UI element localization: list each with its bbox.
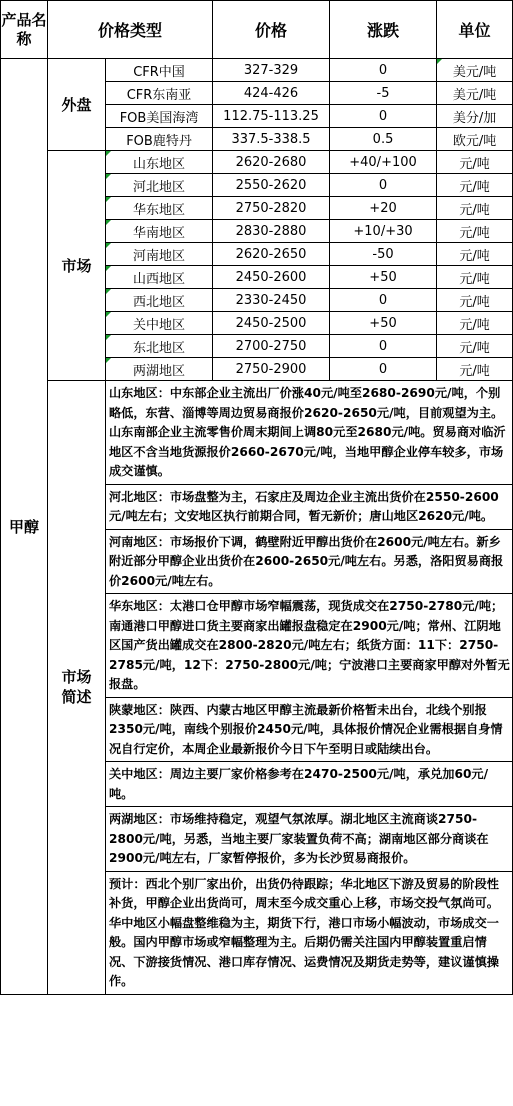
row-name: 东北地区 [106, 335, 213, 358]
summary-row [1, 381, 513, 995]
row-unit: 元/吨 [437, 151, 513, 174]
row-name: CFR中国 [106, 59, 213, 82]
summary-paragraph: 山东地区：中东部企业主流出厂价涨40元/吨至2680-2690元/吨，个别略低，东营、淄博等周边贸易商报价2620-2650元/吨，目前观望为主。 山东南部企业主流零售价周末期间上调80元至2680元/吨。贸易商对临沂地区不含当地货源报价2660-2670元/吨，当地甲醇企业停车较多，市场成交谨慎。 [106, 381, 512, 484]
row-name: 河北地区 [106, 174, 213, 197]
row-price: 424-426 [213, 82, 330, 105]
group-overseas: 外盘 [48, 59, 106, 151]
summary-table [106, 381, 512, 994]
row-change: 0 [330, 105, 437, 128]
row-change: -5 [330, 82, 437, 105]
row-change: 0.5 [330, 128, 437, 151]
row-change: 0 [330, 335, 437, 358]
row-name: FOB鹿特丹 [106, 128, 213, 151]
row-name: 华南地区 [106, 220, 213, 243]
row-price: 2550-2620 [213, 174, 330, 197]
row-change: +10/+30 [330, 220, 437, 243]
header-product: 产品名称 [1, 1, 48, 59]
header-unit: 单位 [437, 1, 513, 59]
row-price: 2620-2650 [213, 243, 330, 266]
summary-paragraph: 华东地区：太港口仓甲醇市场窄幅震荡，现货成交在2750-2780元/吨；南通港口甲醇进口货主要商家出罐报盘稳定在2900元/吨；常州、江阴地区国产货出罐成交在2800-2820元/吨左右；纸货方面：11下：2750-2785元/吨，12下：2750-2800元/吨；宁波港口主要商家甲醇对外暂无报盘。 [106, 594, 512, 698]
header-price-type: 价格类型 [48, 1, 213, 59]
row-change: -50 [330, 243, 437, 266]
summary-paragraph: 河北地区：市场盘整为主，石家庄及周边企业主流出货价在2550-2600元/吨左右；文安地区执行前期合同，暂无新价；唐山地区2620元/吨。 [106, 484, 512, 529]
row-unit: 元/吨 [437, 266, 513, 289]
header-change: 涨跌 [330, 1, 437, 59]
row-name: FOB美国海湾 [106, 105, 213, 128]
row-change: +40/+100 [330, 151, 437, 174]
row-unit: 元/吨 [437, 174, 513, 197]
summary-paragraph: 陕蒙地区：陕西、内蒙古地区甲醇主流最新价格暂未出台，北线个别报2350元/吨，南线个别报价2450元/吨，具体报价情况企业需根据自身情况自行定价，本周企业最新报价今日下午至明日或陆续出台。 [106, 697, 512, 762]
summary-paragraph: 关中地区：周边主要厂家价格参考在2470-2500元/吨，承兑加60元/吨。 [106, 762, 512, 807]
group-summary: 市场简述 [48, 381, 106, 995]
row-change: +20 [330, 197, 437, 220]
row-price: 2750-2900 [213, 358, 330, 381]
row-name: 山东地区 [106, 151, 213, 174]
row-change: 0 [330, 174, 437, 197]
row-change: 0 [330, 59, 437, 82]
row-change: 0 [330, 358, 437, 381]
summary-paragraph: 预计：西北个别厂家出价，出货仍待跟踪；华北地区下游及贸易的阶段性补货，甲醇企业出货尚可，周末至今成交重心上移，市场交投气氛尚可。华中地区小幅盘整维稳为主，期货下行，港口市场小幅波动，市场成交一般。国内甲醇市场或窄幅整理为主。后期仍需关注国内甲醇装置重启情况、下游接货情况、港口库存情况、运费情况及期货走势等，建议谨慎操作。 [109, 876, 499, 988]
row-unit: 元/吨 [437, 358, 513, 381]
row-price: 2450-2600 [213, 266, 330, 289]
row-price: 2330-2450 [213, 289, 330, 312]
row-unit: 美元/吨 [437, 59, 513, 82]
row-name: CFR东南亚 [106, 82, 213, 105]
row-name: 西北地区 [106, 289, 213, 312]
row-name: 河南地区 [106, 243, 213, 266]
row-price: 2450-2500 [213, 312, 330, 335]
row-price: 112.75-113.25 [213, 105, 330, 128]
row-unit: 美元/吨 [437, 82, 513, 105]
row-name: 两湖地区 [106, 358, 213, 381]
row-price: 2620-2680 [213, 151, 330, 174]
row-price: 2750-2820 [213, 197, 330, 220]
product-name: 甲醇 [1, 59, 48, 995]
row-unit: 欧元/吨 [437, 128, 513, 151]
row-name: 山西地区 [106, 266, 213, 289]
row-unit: 元/吨 [437, 220, 513, 243]
group-market: 市场 [48, 151, 106, 381]
summary-paragraph: 两湖地区：市场维持稳定，观望气氛浓厚。湖北地区主流商谈2750-2800元/吨，另悉，当地主要厂家装置负荷不高；湖南地区部分商谈在2900元/吨左右，厂家暂停报价，多为长沙贸易商报价。 [106, 807, 512, 872]
row-price: 337.5-338.5 [213, 128, 330, 151]
row-change: +50 [330, 266, 437, 289]
row-price: 327-329 [213, 59, 330, 82]
header-price: 价格 [213, 1, 330, 59]
row-unit: 元/吨 [437, 289, 513, 312]
row-unit: 元/吨 [437, 335, 513, 358]
row-unit: 美分/加 [437, 105, 513, 128]
row-unit: 元/吨 [437, 243, 513, 266]
row-name: 关中地区 [106, 312, 213, 335]
summary-cell [106, 381, 513, 995]
row-unit: 元/吨 [437, 197, 513, 220]
row-change: 0 [330, 289, 437, 312]
row-name: 华东地区 [106, 197, 213, 220]
row-change: +50 [330, 312, 437, 335]
summary-paragraph: 河南地区：市场报价下调，鹤壁附近甲醇出货价在2600元/吨左右。新乡附近部分甲醇企业出货价在2600-2650元/吨左右。另悉，洛阳贸易商报价2600元/吨左右。 [106, 529, 512, 594]
header-row [1, 1, 513, 59]
row-price: 2700-2750 [213, 335, 330, 358]
table-row [1, 59, 513, 82]
row-unit: 元/吨 [437, 312, 513, 335]
table-row [1, 151, 513, 174]
row-price: 2830-2880 [213, 220, 330, 243]
